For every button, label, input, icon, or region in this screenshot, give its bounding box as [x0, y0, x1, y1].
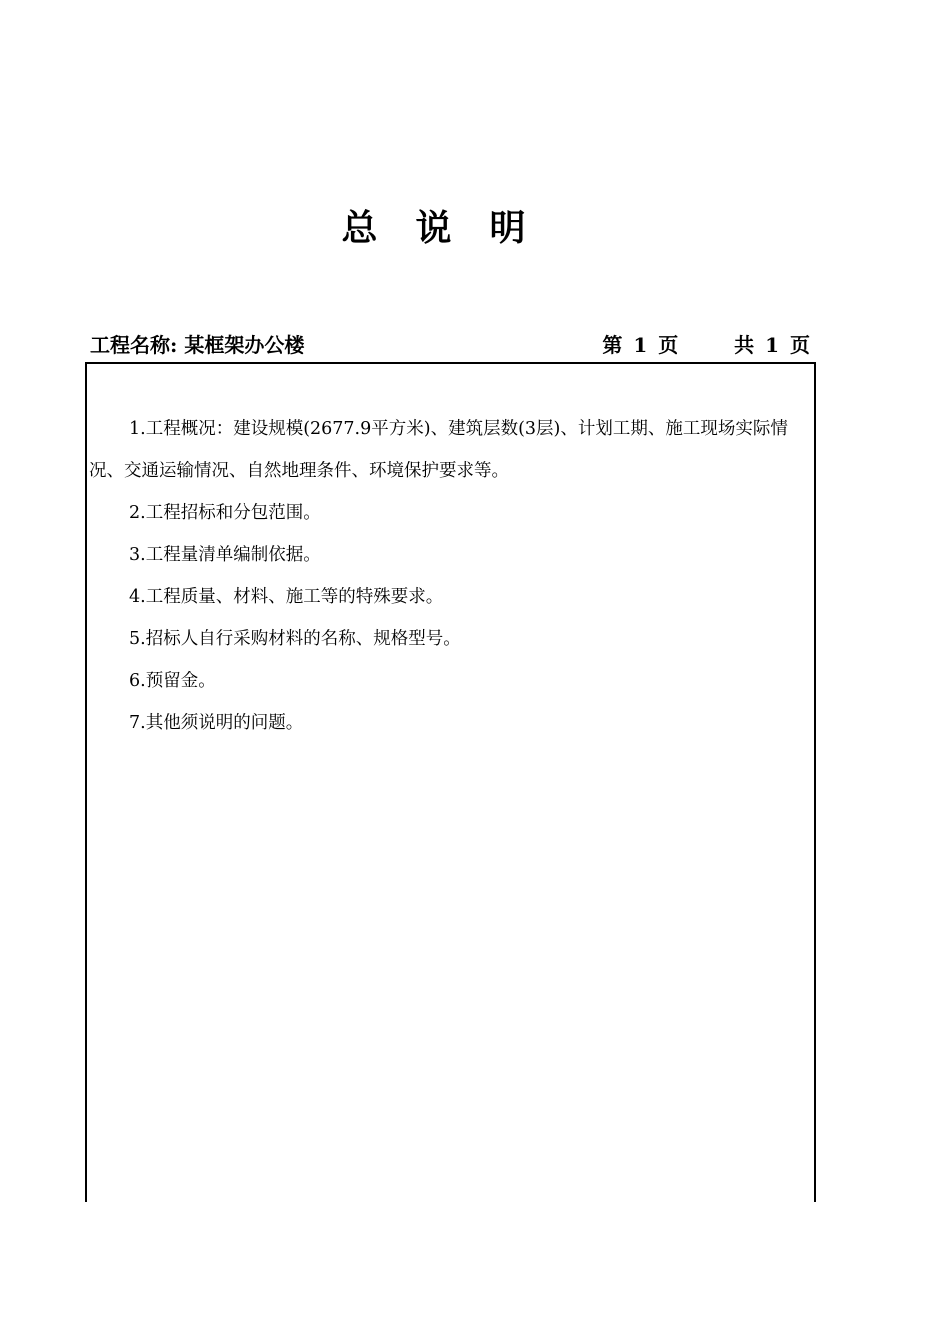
instruction-item-3: 3.工程量清单编制依据。 — [129, 545, 321, 565]
project-name: 某框架办公楼 — [184, 333, 305, 357]
instruction-item-6: 6.预留金。 — [129, 671, 216, 691]
header-row — [90, 331, 810, 359]
page-current-unit: 页 — [658, 333, 679, 357]
project-name-line — [90, 331, 304, 359]
page-total-number: 1 — [765, 333, 780, 357]
instruction-item-4: 4.工程质量、材料、施工等的特殊要求。 — [129, 587, 444, 607]
instruction-item-5: 5.招标人自行采购材料的名称、规格型号。 — [129, 629, 461, 649]
instruction-item-1: 1.工程概况：建设规模(2677.9平方米)、建筑层数(3层)、计划工期、施工现场实际情况、交通运输情况、自然地理条件、环境保护要求等。 — [89, 419, 788, 481]
document-title: 总说明 — [341, 207, 564, 249]
page-total-unit: 页 — [790, 333, 810, 357]
instruction-item-2: 2.工程招标和分包范围。 — [129, 503, 321, 523]
page-total-prefix: 共 — [734, 333, 755, 357]
page-info — [602, 331, 810, 359]
project-label: 工程名称: — [90, 333, 178, 357]
page-current-prefix: 第 — [602, 333, 623, 357]
instruction-item-7: 7.其他须说明的问题。 — [129, 713, 304, 733]
page-current-number: 1 — [633, 333, 648, 357]
content-frame — [85, 362, 816, 1202]
instructions-list — [89, 408, 794, 744]
